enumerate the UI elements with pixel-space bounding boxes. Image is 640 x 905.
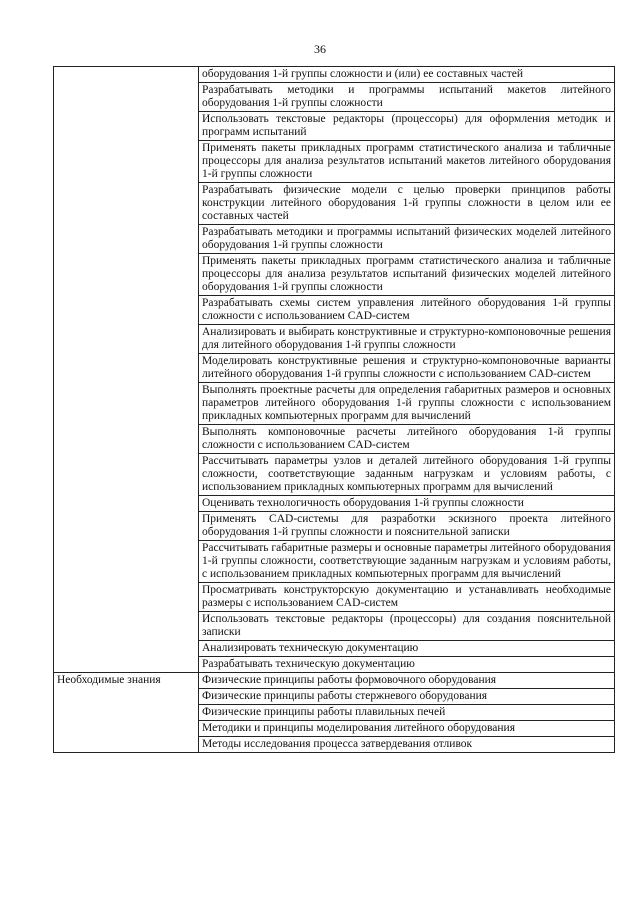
table-row (54, 67, 615, 83)
skill-item: Разрабатывать методики и программы испытаний физических моделей литейного оборудования 1-й группы сложности (199, 225, 615, 254)
page-number: 36 (314, 42, 326, 56)
skill-item: Разрабатывать схемы систем управления литейного оборудования 1-й группы сложности с использованием CAD-систем (199, 296, 615, 325)
skill-item: Разрабатывать методики и программы испытаний макетов литейного оборудования 1-й группы сложности (199, 83, 615, 112)
skill-item: Анализировать техническую документацию (199, 641, 615, 657)
knowledge-item: Методики и принципы моделирования литейного оборудования (199, 721, 615, 737)
skill-item: Использовать текстовые редакторы (процессоры) для оформления методик и программ испытаний (199, 112, 615, 141)
skill-item: Выполнять компоновочные расчеты литейного оборудования 1-й группы сложности с использованием CAD-систем (199, 425, 615, 454)
skill-item: Просматривать конструкторскую документацию и устанавливать необходимые размеры с использованием CAD-систем (199, 583, 615, 612)
knowledge-item: Физические принципы работы плавильных печей (199, 705, 615, 721)
skill-item: Использовать текстовые редакторы (процессоры) для создания пояснительной записки (199, 612, 615, 641)
skill-item: Применять пакеты прикладных программ статистического анализа и табличные процессоры для анализа результатов испытаний макетов литейного оборудования 1-й группы сложности (199, 141, 615, 183)
table-row (54, 673, 615, 689)
requirements-table (53, 66, 615, 753)
skill-item: Разрабатывать физические модели с целью проверки принципов работы конструкции литейного оборудования 1-й группы сложности в целом или ее составных частей (199, 183, 615, 225)
skill-item: Рассчитывать габаритные размеры и основные параметры литейного оборудования 1-й группы сложности, соответствующие заданным нагрузкам и условиям работы, с использованием прикладных компьютерных программ для вычислений (199, 541, 615, 583)
skill-item: Моделировать конструктивные решения и структурно-компоновочные варианты литейного оборудования 1-й группы сложности с использованием CAD-систем (199, 354, 615, 383)
skill-item: Применять пакеты прикладных программ статистического анализа и табличные процессоры для анализа результатов испытаний физических моделей литейного оборудования 1-й группы сложности (199, 254, 615, 296)
skill-item: Разрабатывать техническую документацию (199, 657, 615, 673)
skill-item: оборудования 1-й группы сложности и (или) ее составных частей (199, 67, 615, 83)
knowledge-item: Физические принципы работы стержневого оборудования (199, 689, 615, 705)
skill-item: Применять CAD-системы для разработки эскизного проекта литейного оборудования 1-й группы сложности и пояснительной записки (199, 512, 615, 541)
skill-item: Выполнять проектные расчеты для определения габаритных размеров и основных параметров литейного оборудования 1-й группы сложности с использованием прикладных компьютерных программ для вычислений (199, 383, 615, 425)
skills-label-cell (54, 67, 199, 673)
knowledge-item: Физические принципы работы формовочного оборудования (199, 673, 615, 689)
skill-item: Оценивать технологичность оборудования 1-й группы сложности (199, 496, 615, 512)
knowledge-label: Необходимые знания (54, 673, 199, 753)
skill-item: Анализировать и выбирать конструктивные и структурно-компоновочные решения для литейного оборудования 1-й группы сложности (199, 325, 615, 354)
knowledge-item: Методы исследования процесса затвердевания отливок (199, 737, 615, 753)
skill-item: Рассчитывать параметры узлов и деталей литейного оборудования 1-й группы сложности, соответствующие заданным нагрузкам и условиям работы, с использованием прикладных компьютерных программ для вычислений (199, 454, 615, 496)
